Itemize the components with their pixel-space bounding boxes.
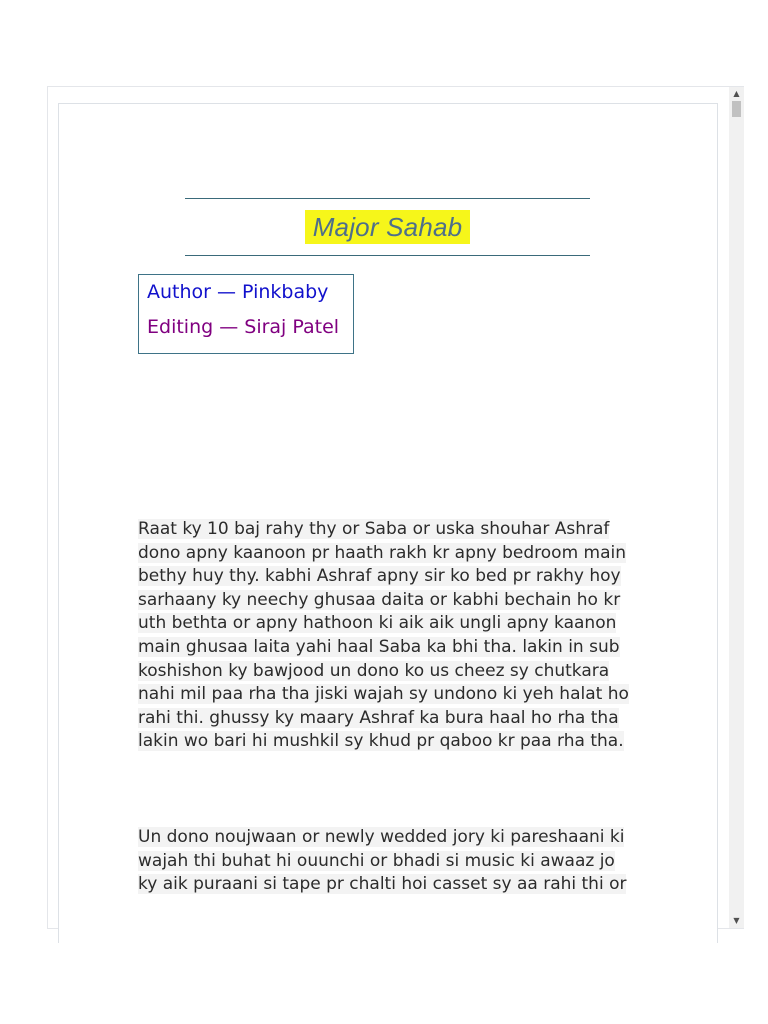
- editing-credit: Editing — Siraj Patel: [147, 316, 340, 338]
- vertical-scrollbar[interactable]: [729, 87, 744, 928]
- scroll-down-icon[interactable]: ▼: [733, 916, 740, 925]
- title-bottom-rule: [185, 255, 590, 256]
- title-highlight: [305, 210, 470, 244]
- author-credit: Author — Pinkbaby: [147, 281, 329, 303]
- scrollbar-thumb[interactable]: [732, 101, 741, 117]
- paragraph-text: Raat ky 10 baj rahy thy or Saba or uska shouhar Ashraf dono apny kaanoon pr haath rakh kr apny bedroom main bethy huy thy. kabhi Ashraf apny sir ko bed pr rakhy hoy sarhaany ky neechy ghusaa daita or kabhi bechain ho kr uth bethta or apny hathoon ki aik aik ungli apny kaanon main ghusaa laita yahi haal Saba ka bhi tha. lakin in sub koshishon ky bawjood un dono ko us cheez sy chutkara nahi mil paa rha tha jiski wajah sy undono ki yeh halat ho rahi thi. ghussy ky maary Ashraf ka bura haal ho rha tha lakin wo bari hi mushkil sy khud pr qaboo kr paa rha tha.: [138, 519, 629, 752]
- document-viewer[interactable]: [47, 86, 744, 929]
- document-page: [58, 103, 718, 943]
- credits-box: [138, 274, 354, 354]
- paragraph-text: Un dono noujwaan or newly wedded jory ki pareshaani ki wajah thi buhat hi ouunchi or bhadi si music ki awaaz jo ky aik puraani si tape pr chalti hoi casset sy aa rahi thi or: [138, 827, 627, 895]
- document-title: Major Sahab: [312, 212, 463, 242]
- paragraph: [138, 826, 638, 897]
- scroll-up-icon[interactable]: ▲: [733, 89, 740, 98]
- title-top-rule: [185, 198, 590, 199]
- paragraph: [138, 518, 638, 754]
